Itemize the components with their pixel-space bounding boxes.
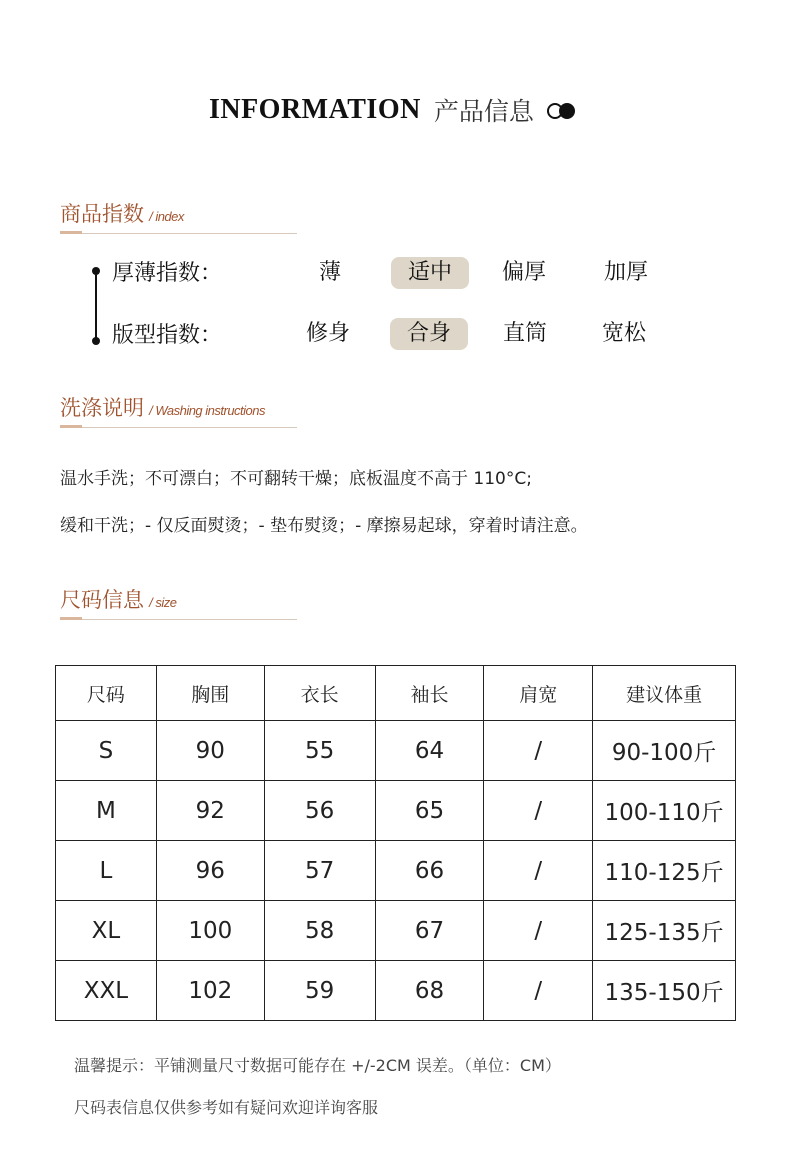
cell-sleeve: 64 bbox=[375, 721, 484, 781]
connector-line bbox=[95, 274, 97, 338]
washing-line-2: 缓和干洗；- 仅反面熨烫；- 垫布熨烫；- 摩擦易起球，穿着时请注意。 bbox=[60, 516, 588, 536]
header-shoulder: 肩宽 bbox=[484, 666, 593, 721]
thickness-label: 厚薄指数： bbox=[112, 261, 223, 286]
thickness-option-thick: 偏厚 bbox=[501, 260, 546, 285]
header-chest: 胸围 bbox=[156, 666, 264, 721]
cell-chest: 102 bbox=[156, 961, 264, 1021]
measurement-note: 温馨提示：平铺测量尺寸数据可能存在 +/-2CM 误差。（单位：CM） bbox=[74, 1056, 561, 1075]
washing-divider bbox=[60, 427, 297, 428]
size-divider bbox=[60, 619, 297, 620]
thickness-option-medium-selected: 适中 bbox=[391, 257, 469, 289]
thickness-option-extra-thick: 加厚 bbox=[603, 260, 648, 285]
cell-length: 57 bbox=[264, 841, 375, 901]
size-table bbox=[55, 665, 736, 1021]
cell-weight: 135-150斤 bbox=[593, 961, 736, 1021]
cell-sleeve: 66 bbox=[375, 841, 484, 901]
cell-weight: 90-100斤 bbox=[593, 721, 736, 781]
cell-shoulder: / bbox=[484, 901, 593, 961]
washing-title-en: / Washing instructions bbox=[149, 403, 266, 418]
cell-chest: 96 bbox=[156, 841, 264, 901]
index-divider bbox=[60, 233, 297, 234]
fit-option-loose: 宽松 bbox=[601, 321, 646, 346]
table-row bbox=[56, 781, 736, 841]
size-table-header bbox=[56, 666, 736, 721]
cell-shoulder: / bbox=[484, 841, 593, 901]
header-size: 尺码 bbox=[56, 666, 157, 721]
cell-sleeve: 65 bbox=[375, 781, 484, 841]
index-title-en: / index bbox=[149, 209, 184, 224]
cell-size: XXL bbox=[56, 961, 157, 1021]
cell-weight: 125-135斤 bbox=[593, 901, 736, 961]
header-length: 衣长 bbox=[264, 666, 375, 721]
cell-shoulder: / bbox=[484, 721, 593, 781]
cell-sleeve: 68 bbox=[375, 961, 484, 1021]
decorative-dots-icon bbox=[547, 101, 581, 119]
cell-shoulder: / bbox=[484, 961, 593, 1021]
header-weight: 建议体重 bbox=[593, 666, 736, 721]
cell-weight: 100-110斤 bbox=[593, 781, 736, 841]
cell-chest: 92 bbox=[156, 781, 264, 841]
index-title-cn: 商品指数 bbox=[60, 202, 144, 226]
cell-size: M bbox=[56, 781, 157, 841]
washing-section-title bbox=[60, 392, 265, 422]
size-title-cn: 尺码信息 bbox=[60, 588, 144, 612]
washing-title-cn: 洗涤说明 bbox=[60, 396, 144, 420]
fit-option-regular-selected: 合身 bbox=[390, 318, 468, 350]
cell-size: XL bbox=[56, 901, 157, 961]
fit-option-slim: 修身 bbox=[305, 321, 350, 346]
fit-label: 版型指数： bbox=[112, 323, 223, 348]
table-row bbox=[56, 901, 736, 961]
size-accent bbox=[60, 617, 82, 620]
table-row bbox=[56, 961, 736, 1021]
cell-chest: 90 bbox=[156, 721, 264, 781]
cell-length: 56 bbox=[264, 781, 375, 841]
cell-size: S bbox=[56, 721, 157, 781]
fit-option-straight: 直筒 bbox=[502, 321, 547, 346]
index-accent bbox=[60, 231, 82, 234]
index-section-title bbox=[60, 198, 184, 228]
cell-chest: 100 bbox=[156, 901, 264, 961]
cell-sleeve: 67 bbox=[375, 901, 484, 961]
cell-weight: 110-125斤 bbox=[593, 841, 736, 901]
bullet-icon bbox=[92, 337, 100, 345]
header-sleeve: 袖长 bbox=[375, 666, 484, 721]
size-title-en: / size bbox=[149, 595, 177, 610]
washing-accent bbox=[60, 425, 82, 428]
cell-shoulder: / bbox=[484, 781, 593, 841]
page-header bbox=[0, 92, 790, 132]
table-row bbox=[56, 721, 736, 781]
washing-line-1: 温水手洗；不可漂白；不可翻转干燥；底板温度不高于 110°C; bbox=[60, 469, 532, 489]
title-cn: 产品信息 bbox=[433, 97, 534, 126]
reference-note: 尺码表信息仅供参考如有疑问欢迎详询客服 bbox=[74, 1098, 379, 1117]
cell-length: 59 bbox=[264, 961, 375, 1021]
cell-size: L bbox=[56, 841, 157, 901]
thickness-option-thin: 薄 bbox=[318, 260, 341, 285]
cell-length: 55 bbox=[264, 721, 375, 781]
size-section-title bbox=[60, 584, 176, 614]
title-en: INFORMATION bbox=[208, 94, 421, 125]
cell-length: 58 bbox=[264, 901, 375, 961]
table-row bbox=[56, 841, 736, 901]
